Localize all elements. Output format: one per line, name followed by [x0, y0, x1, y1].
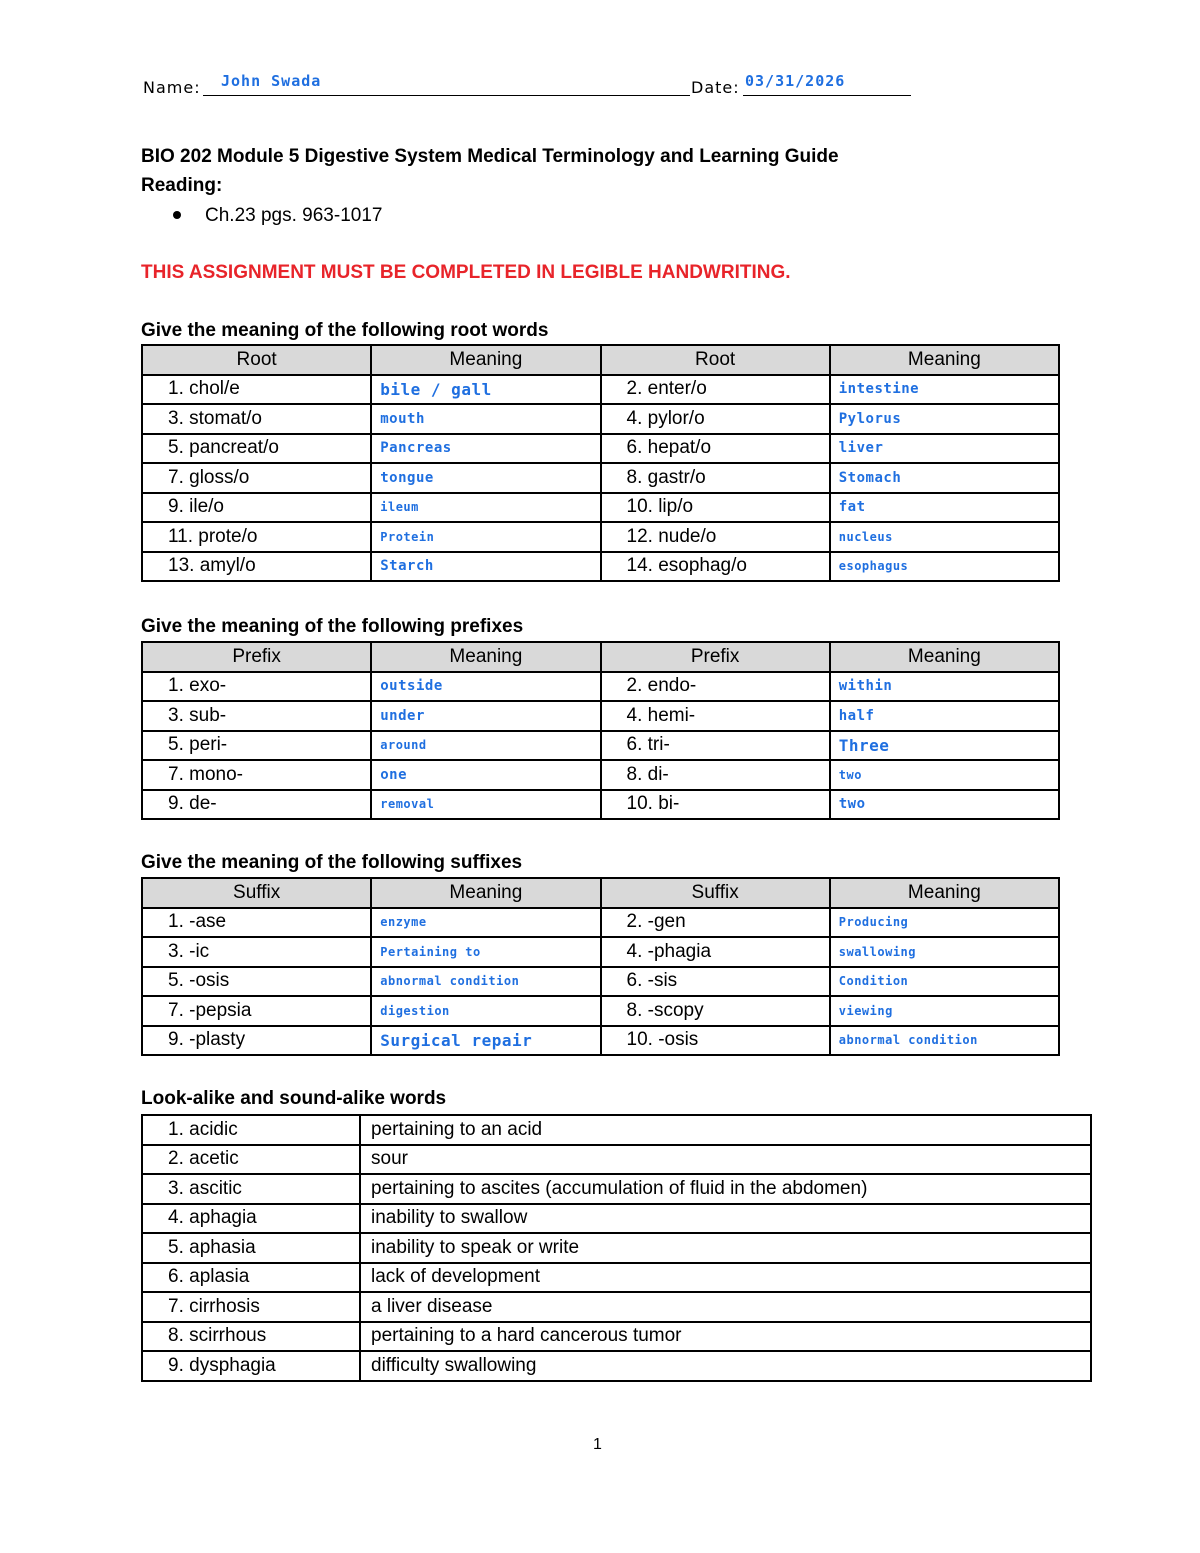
table-row [142, 908, 1059, 938]
column-header: Meaning [371, 345, 600, 375]
answer-cell[interactable]: Pancreas [371, 434, 600, 464]
reading-item-text: Ch.23 pgs. 963-1017 [205, 205, 383, 226]
column-header: Meaning [371, 642, 600, 672]
table-row [142, 552, 1059, 582]
answer-cell[interactable]: abnormal condition [371, 967, 600, 997]
column-header: Root [601, 345, 830, 375]
answer-cell[interactable]: around [371, 731, 600, 761]
word-cell: 2. acetic [142, 1145, 360, 1175]
table-row [142, 1174, 1091, 1204]
answer-cell[interactable]: bile / gall [371, 375, 600, 405]
table-row [142, 937, 1059, 967]
column-header: Meaning [830, 878, 1059, 908]
answer-cell[interactable]: within [830, 672, 1059, 702]
answer-cell[interactable]: two [830, 790, 1059, 820]
word-cell: 9. dysphagia [142, 1351, 360, 1381]
word-cell: 5. aphasia [142, 1233, 360, 1263]
definition-cell: difficulty swallowing [360, 1351, 1091, 1381]
term-cell: 13. amyl/o [142, 552, 371, 582]
lookalike-table [141, 1114, 1092, 1382]
definition-cell: pertaining to an acid [360, 1115, 1091, 1145]
table-row [142, 672, 1059, 702]
answer-cell[interactable]: Protein [371, 522, 600, 552]
word-cell: 4. aphagia [142, 1204, 360, 1234]
column-header: Prefix [142, 642, 371, 672]
table-header-row [142, 345, 1059, 375]
table-row [142, 463, 1059, 493]
page-number: 1 [593, 1436, 602, 1453]
answer-cell[interactable]: removal [371, 790, 600, 820]
answer-cell[interactable]: digestion [371, 996, 600, 1026]
term-cell: 5. peri- [142, 731, 371, 761]
roots-heading: Give the meaning of the following root words [141, 320, 549, 341]
word-cell: 6. aplasia [142, 1263, 360, 1293]
term-cell: 9. -plasty [142, 1026, 371, 1056]
reading-list-item [173, 205, 382, 227]
term-cell: 9. de- [142, 790, 371, 820]
word-cell: 8. scirrhous [142, 1322, 360, 1352]
name-underline [203, 95, 690, 96]
answer-cell[interactable]: mouth [371, 404, 600, 434]
term-cell: 8. -scopy [601, 996, 830, 1026]
name-label: Name: [143, 78, 201, 97]
term-cell: 6. hepat/o [601, 434, 830, 464]
term-cell: 4. hemi- [601, 701, 830, 731]
suffixes-table [141, 877, 1060, 1056]
term-cell: 5. -osis [142, 967, 371, 997]
term-cell: 2. endo- [601, 672, 830, 702]
table-row [142, 522, 1059, 552]
answer-cell[interactable]: half [830, 701, 1059, 731]
prefixes-heading: Give the meaning of the following prefixes [141, 616, 524, 637]
answer-cell[interactable]: one [371, 760, 600, 790]
term-cell: 10. bi- [601, 790, 830, 820]
answer-cell[interactable]: Pylorus [830, 404, 1059, 434]
term-cell: 6. -sis [601, 967, 830, 997]
reading-label: Reading: [141, 175, 223, 196]
column-header: Meaning [371, 878, 600, 908]
column-header: Meaning [830, 345, 1059, 375]
table-row [142, 1233, 1091, 1263]
answer-cell[interactable]: nucleus [830, 522, 1059, 552]
term-cell: 1. chol/e [142, 375, 371, 405]
table-row [142, 731, 1059, 761]
term-cell: 2. enter/o [601, 375, 830, 405]
term-cell: 12. nude/o [601, 522, 830, 552]
answer-cell[interactable]: Surgical repair [371, 1026, 600, 1056]
word-cell: 7. cirrhosis [142, 1292, 360, 1322]
table-row [142, 493, 1059, 523]
column-header: Root [142, 345, 371, 375]
definition-cell: a liver disease [360, 1292, 1091, 1322]
table-row [142, 701, 1059, 731]
table-row [142, 375, 1059, 405]
table-row [142, 1115, 1091, 1145]
answer-cell[interactable]: abnormal condition [830, 1026, 1059, 1056]
lookalike-heading: Look-alike and sound-alike words [141, 1088, 447, 1109]
term-cell: 2. -gen [601, 908, 830, 938]
term-cell: 10. -osis [601, 1026, 830, 1056]
answer-cell[interactable]: tongue [371, 463, 600, 493]
answer-cell[interactable]: Starch [371, 552, 600, 582]
name-date-line [143, 74, 913, 100]
date-underline [743, 95, 911, 96]
document-title: BIO 202 Module 5 Digestive System Medical Terminology and Learning Guide [141, 146, 839, 167]
answer-cell[interactable]: two [830, 760, 1059, 790]
bullet-icon [173, 211, 181, 219]
term-cell: 7. mono- [142, 760, 371, 790]
definition-cell: pertaining to ascites (accumulation of fluid in the abdomen) [360, 1174, 1091, 1204]
table-row [142, 760, 1059, 790]
term-cell: 4. pylor/o [601, 404, 830, 434]
table-row [142, 404, 1059, 434]
table-row [142, 790, 1059, 820]
handwriting-warning: THIS ASSIGNMENT MUST BE COMPLETED IN LEGIBLE HANDWRITING. [141, 262, 791, 283]
suffixes-heading: Give the meaning of the following suffixes [141, 852, 523, 873]
term-cell: 4. -phagia [601, 937, 830, 967]
term-cell: 7. -pepsia [142, 996, 371, 1026]
term-cell: 9. ile/o [142, 493, 371, 523]
term-cell: 8. gastr/o [601, 463, 830, 493]
date-handwritten[interactable]: 03/31/2026 [745, 72, 846, 90]
definition-cell: inability to speak or write [360, 1233, 1091, 1263]
answer-cell[interactable]: fat [830, 493, 1059, 523]
table-row [142, 1292, 1091, 1322]
answer-cell[interactable]: swallowing [830, 937, 1059, 967]
term-cell: 14. esophag/o [601, 552, 830, 582]
name-handwritten[interactable]: John Swada [221, 72, 322, 90]
term-cell: 6. tri- [601, 731, 830, 761]
answer-cell[interactable]: viewing [830, 996, 1059, 1026]
term-cell: 11. prote/o [142, 522, 371, 552]
table-header-row [142, 878, 1059, 908]
table-row [142, 1026, 1059, 1056]
word-cell: 1. acidic [142, 1115, 360, 1145]
table-row [142, 1263, 1091, 1293]
definition-cell: lack of development [360, 1263, 1091, 1293]
answer-cell[interactable]: Stomach [830, 463, 1059, 493]
roots-table [141, 344, 1060, 582]
definition-cell: inability to swallow [360, 1204, 1091, 1234]
table-row [142, 967, 1059, 997]
answer-cell[interactable]: enzyme [371, 908, 600, 938]
answer-cell[interactable]: liver [830, 434, 1059, 464]
definition-cell: pertaining to a hard cancerous tumor [360, 1322, 1091, 1352]
answer-cell[interactable]: outside [371, 672, 600, 702]
date-label: Date: [691, 78, 740, 97]
term-cell: 3. stomat/o [142, 404, 371, 434]
table-row [142, 1322, 1091, 1352]
answer-cell[interactable]: under [371, 701, 600, 731]
column-header: Prefix [601, 642, 830, 672]
term-cell: 5. pancreat/o [142, 434, 371, 464]
answer-cell[interactable]: ileum [371, 493, 600, 523]
answer-cell[interactable]: esophagus [830, 552, 1059, 582]
word-cell: 3. ascitic [142, 1174, 360, 1204]
term-cell: 7. gloss/o [142, 463, 371, 493]
table-row [142, 996, 1059, 1026]
answer-cell[interactable]: Pertaining to [371, 937, 600, 967]
term-cell: 3. -ic [142, 937, 371, 967]
prefixes-table [141, 641, 1060, 820]
answer-cell[interactable]: Producing [830, 908, 1059, 938]
column-header: Suffix [142, 878, 371, 908]
table-row [142, 1351, 1091, 1381]
table-row [142, 1204, 1091, 1234]
term-cell: 1. exo- [142, 672, 371, 702]
answer-cell[interactable]: intestine [830, 375, 1059, 405]
term-cell: 8. di- [601, 760, 830, 790]
column-header: Meaning [830, 642, 1059, 672]
term-cell: 1. -ase [142, 908, 371, 938]
table-row [142, 434, 1059, 464]
table-row [142, 1145, 1091, 1175]
answer-cell[interactable]: Three [830, 731, 1059, 761]
column-header: Suffix [601, 878, 830, 908]
answer-cell[interactable]: Condition [830, 967, 1059, 997]
term-cell: 3. sub- [142, 701, 371, 731]
definition-cell: sour [360, 1145, 1091, 1175]
term-cell: 10. lip/o [601, 493, 830, 523]
table-header-row [142, 642, 1059, 672]
